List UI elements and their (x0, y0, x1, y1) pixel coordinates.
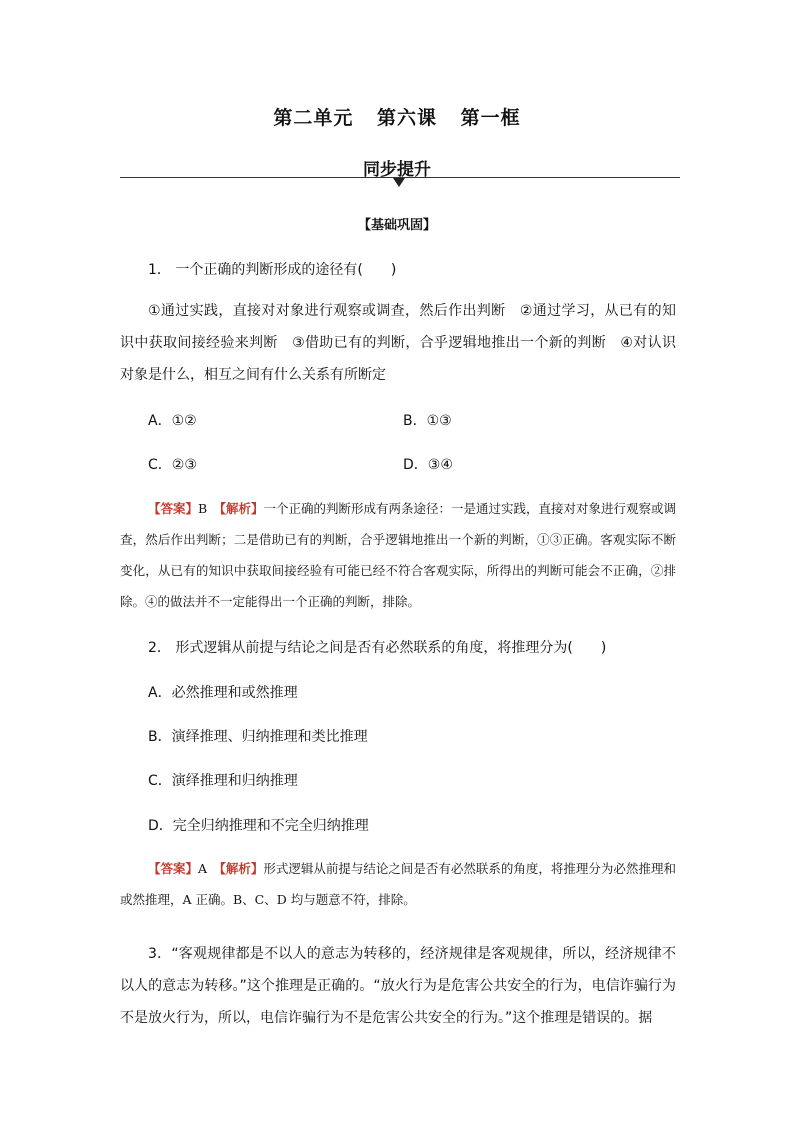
q2-stem: 2． 形式逻辑从前提与结论之间是否有必然联系的角度，将推理分为( ) (148, 640, 607, 656)
q3-stem: 3．“客观规律都是不以人的意志为转移的，经济规律是客观规律，所以，经济规律不以人的意志为转移。”这个推理是正确的。“放火行为是危害公共安全的行为，电信诈骗行为不是放火行为，所以，电信诈骗行为不是危害公共安全的行为。”这个推理是错误的。据 (120, 946, 676, 1026)
q2-option-a: A．必然推理和或然推理 (148, 685, 298, 701)
q1-option-c: C．②③ (148, 457, 197, 473)
q2-option-b: B．演绎推理、归纳推理和类比推理 (148, 729, 368, 745)
title-unit: 第二单元 (273, 107, 354, 129)
q2-answer-tag: 【答案】 (148, 861, 199, 876)
q1-analysis-tag: 【解析】 (219, 501, 264, 516)
divider-triangle-icon (393, 178, 405, 187)
q1-analysis: 一个正确的判断形成有两条途径：一是通过实践，直接对对象进行观察或调查，然后作出判断；二是借助已有的判断，合乎逻辑地推出一个新的判断，①③正确。客观实际不断变化，从已有的知识中获取间接经验有可能已经不符合客观实际，所得出的判断可能会不正确，②排除。④的做法并不一定能得出一个正确的判断，排除。 (120, 501, 676, 609)
q1-answer: B (198, 501, 208, 516)
q1-answer-tag: 【答案】 (148, 501, 199, 516)
q2-option-c: C．演绎推理和归纳推理 (148, 773, 298, 789)
page-title (0, 103, 794, 130)
title-frame: 第一框 (460, 107, 521, 129)
section-heading: 【基础巩固】 (357, 218, 436, 233)
q1-option-d: D．③④ (403, 457, 453, 473)
q2-analysis-tag: 【解析】 (219, 861, 264, 876)
q1-option-b: B．①③ (403, 413, 452, 429)
q1-option-a: A．①② (148, 413, 197, 429)
q2-option-d: D．完全归纳推理和不完全归纳推理 (148, 818, 369, 834)
q2-analysis: 形式逻辑从前提与结论之间是否有必然联系的角度，将推理分为必然推理和或然推理，A 正确。B、C、D 均与题意不符，排除。 (120, 861, 676, 907)
q2-answer-block (120, 853, 676, 915)
subtitle: 同步提升 (363, 160, 431, 180)
title-lesson: 第六课 (376, 107, 437, 129)
q2-answer: A (198, 861, 208, 876)
q1-body: ①通过实践，直接对对象进行观察或调查，然后作出判断 ②通过学习，从已有的知识中获取间接经验来判断 ③借助已有的判断，合乎逻辑地推出一个新的判断 ④对认识对象是什么，相互之间有什么关系有所断定 (120, 303, 676, 383)
q1-answer-block (120, 493, 676, 617)
q1-stem: 1． 一个正确的判断形成的途径有( ) (148, 262, 397, 278)
